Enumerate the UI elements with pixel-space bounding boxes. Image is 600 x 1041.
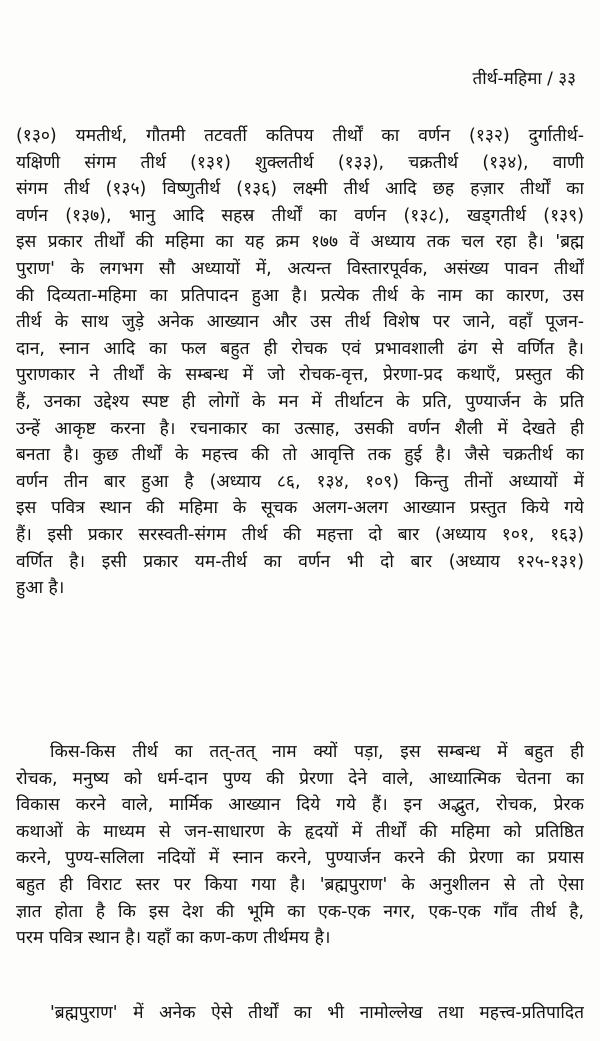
text-line: इस पवित्र स्थान की महिमा के सूचक अलग-अलग आख्यान प्रस्तुत किये गये — [16, 498, 584, 519]
text-line: इस प्रकार तीर्थों की महिमा का यह क्रम १७७ वें अध्याय तक चल रहा है। 'ब्रह्म — [16, 232, 584, 253]
text-line: बहुत ही विराट स्तर पर किया गया है। 'ब्रह्मपुराण' के अनुशीलन से तो ऐसा — [16, 874, 584, 895]
text-line: विकास करने वाले, मार्मिक आख्यान दिये गये हैं। इन अद्भुत, रोचक, प्रेरक — [16, 795, 584, 816]
text-line: यक्षिणी संगम तीर्थ (१३१) शुक्लतीर्थ (१३३), चक्रतीर्थ (१३४), वाणी — [16, 152, 584, 173]
text-line: हुआ है। — [16, 578, 65, 599]
text-line: वर्णन तीन बार हुआ है (अध्याय ८६, १३४, १०९) किन्तु तीनों अध्यायों में — [16, 471, 584, 492]
text-line: तीर्थ के साथ जुड़े अनेक आख्यान और उस तीर्थ विशेष पर जाने, वहाँ पूजन- — [16, 312, 584, 333]
text-line: बनता है। कुछ तीर्थों के महत्त्व की तो आवृत्ति तक हुई है। जैसे चक्रतीर्थ का — [16, 445, 584, 466]
text-line: हैं, उनका उद्देश्य स्पष्ट ही लोगों के मन में तीर्थाटन के प्रति, पुण्यार्जन के प्रति — [16, 391, 584, 412]
text-line: पुराणकार ने तीर्थों के सम्बन्ध में जो रोचक-वृत्त, प्रेरणा-प्रद कथाएँ, प्रस्तुत की — [16, 365, 584, 386]
text-line: वर्णन (१३७), भानु आदि सहस्र तीर्थों का वर्णन (१३८), खड्गतीर्थ (१३९) — [16, 205, 584, 226]
text-line: परम पवित्र स्थान है। यहाँ का कण-कण तीर्थमय है। — [16, 928, 331, 949]
running-head: तीर्थ-महिमा / ३३ — [472, 69, 576, 89]
text-line: करने, पुण्य-सलिला नदियों में स्नान करने, पुण्यार्जन करने की प्रेरणा का प्रयास — [16, 848, 584, 869]
text-line: किस-किस तीर्थ का तत्-तत् नाम क्यों पड़ा, इस सम्बन्ध में बहुत ही — [50, 742, 584, 762]
text-line: ज्ञात होता है कि इस देश की भूमि का एक-एक नगर, एक-एक गाँव तीर्थ है, — [16, 901, 584, 922]
text-line: हैं। इसी प्रकार सरस्वती-संगम तीर्थ की महत्ता दो बार (अध्याय १०१, १६३) — [16, 524, 584, 545]
text-line: (१३०) यमतीर्थ, गौतमी तटवर्ती कतिपय तीर्थों का वर्णन (१३२) दुर्गातीर्थ- — [16, 126, 584, 146]
text-line: 'ब्रह्मपुराण' में अनेक ऐसे तीर्थों का भी नामोल्लेख तथा महत्त्व-प्रतिपादित — [50, 1003, 584, 1023]
paragraph-3 — [16, 1000, 584, 1027]
text-line: कथाओं के माध्यम से जन-साधारण के हृदयों में तीर्थों की महिमा को प्रतिष्ठित — [16, 821, 584, 842]
text-line: की दिव्यता-महिमा का प्रतिपादन हुआ है। प्रत्येक तीर्थ के नाम का कारण, उस — [16, 285, 584, 306]
text-line: उन्हें आकृष्ट करना है। रचनाकार का उत्साह, उसकी वर्णन शैली में देखते ही — [16, 418, 584, 439]
text-line: दान, स्नान आदि का फल बहुत ही रोचक एवं प्रभावशाली ढंग से वर्णित है। — [16, 338, 584, 359]
text-line: रोचक, मनुष्य को धर्म-दान पुण्य की प्रेरणा देने वाले, आध्यात्मिक चेतना का — [16, 768, 584, 789]
paragraph-1 — [16, 123, 584, 602]
text-line: संगम तीर्थ (१३५) विष्णुतीर्थ (१३६) लक्ष्मी तीर्थ आदि छह हज़ार तीर्थों का — [16, 179, 584, 200]
text-line: वर्णित है। इसी प्रकार यम-तीर्थ का वर्णन भी दो बार (अध्याय १२५-१३१) — [16, 551, 584, 572]
paragraph-2 — [16, 739, 584, 952]
text-line: पुराण' के लगभग सौ अध्यायों में, अत्यन्त विस्तारपूर्वक, असंख्य पावन तीर्थों — [16, 258, 584, 279]
